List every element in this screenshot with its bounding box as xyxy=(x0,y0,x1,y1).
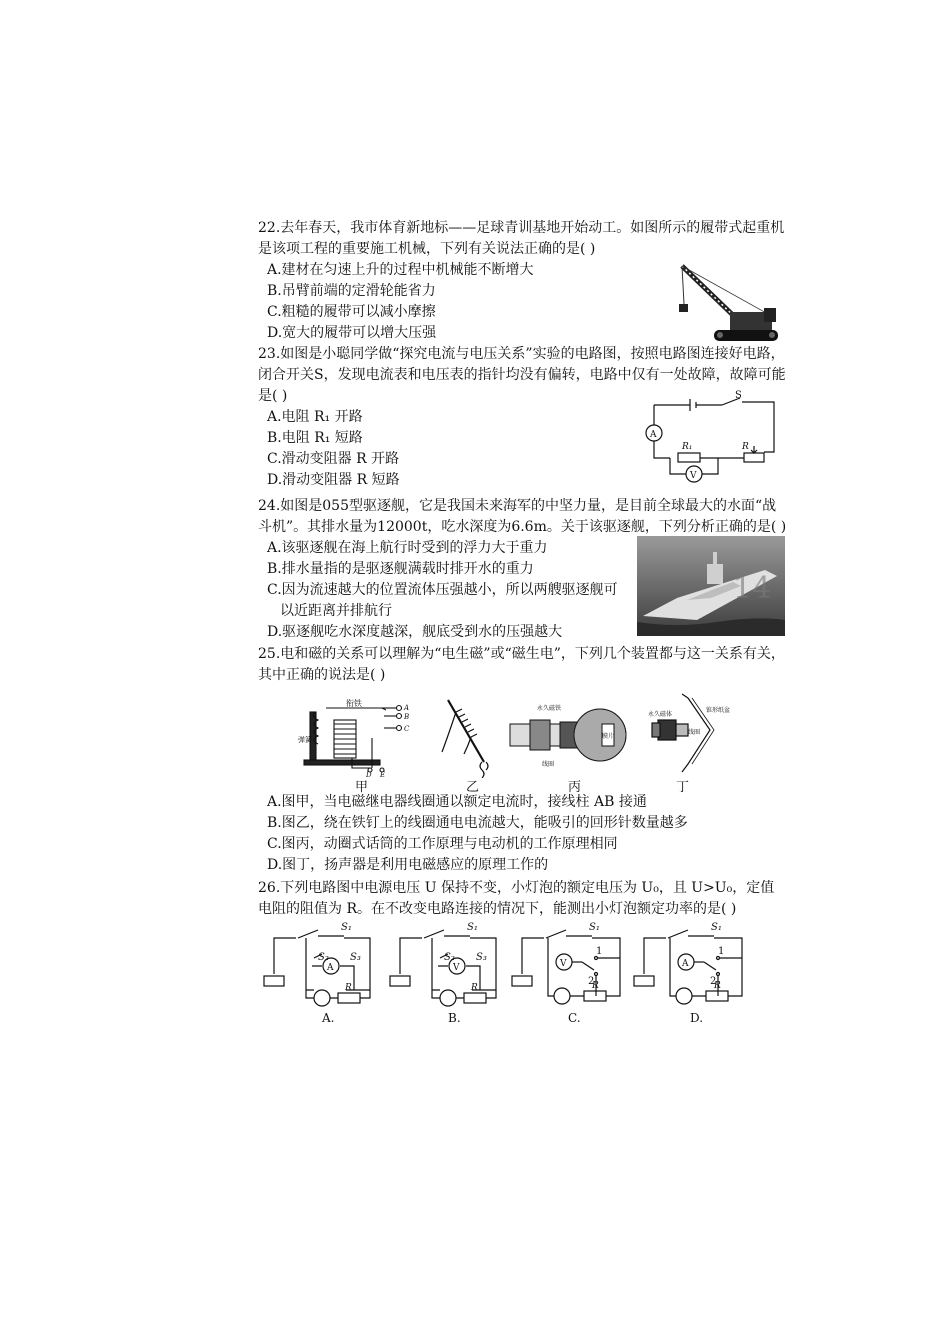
voltmeter-label: V xyxy=(690,471,697,481)
position-2-label: 2 xyxy=(710,976,717,987)
s3-label: S₃ xyxy=(476,952,487,963)
r-label: R xyxy=(592,981,599,991)
spring-label: 弹簧 xyxy=(298,736,312,744)
option-label: C. xyxy=(568,1011,581,1025)
option-b: B.吊臂前端的定滑轮能省力 xyxy=(267,283,436,299)
option-c: C.因为流速越大的位置流体压强越小，所以两艘驱逐舰可 xyxy=(267,582,618,598)
r-label: R xyxy=(742,442,749,452)
option-d: D.驱逐舰吃水深度越深，舰底受到水的压强越大 xyxy=(267,624,563,640)
option-c-continued: 以近距离并排航行 xyxy=(280,603,392,619)
circuit-a xyxy=(262,916,382,1026)
s1-label: S₁ xyxy=(341,922,352,933)
position-1-label: 1 xyxy=(596,946,603,957)
position-2-label: 2 xyxy=(588,976,595,987)
s1-label: S₁ xyxy=(589,922,600,933)
terminal-a-label: A xyxy=(404,704,410,712)
option-a: A.建材在匀速上升的过程中机械能不断增大 xyxy=(267,262,534,278)
question-stem: 24.如图是055型驱逐舰，它是我国未来海军的中坚力量，是目前全球最大的水面“战斗机”。其排水量为12000t，吃水深度为6.6m。关于该驱逐舰，下列分析正确的是( ) xyxy=(258,498,787,535)
mic-magnet-label: 永久磁铁 xyxy=(537,705,562,712)
circuit-d xyxy=(632,916,752,1026)
electromagnet-nail-figure xyxy=(438,696,500,778)
circuit-c xyxy=(510,916,630,1026)
option-a: A.图甲，当电磁继电器线圈通以额定电流时，接线柱 AB 接通 xyxy=(267,794,647,810)
option-a: A.电阻 R₁ 开路 xyxy=(267,409,363,425)
mic-coil-label: 线圈 xyxy=(542,761,555,768)
option-label: A. xyxy=(322,1011,335,1025)
question-stem: 25.电和磁的关系可以理解为“电生磁”或“磁生电”，下列几个装置都与这一关系有关，其中正确的说法是( ) xyxy=(258,646,785,683)
meter-label: A xyxy=(682,959,689,969)
meter-label: V xyxy=(560,959,567,969)
question-26 xyxy=(258,878,788,920)
svg-text:14: 14 xyxy=(733,571,772,606)
terminal-c-label: C xyxy=(404,725,410,733)
meter-label: V xyxy=(453,963,460,973)
mic-diaphragm-label: 膜片 xyxy=(602,733,615,740)
terminal-b-label: B xyxy=(404,713,410,721)
s1-label: S₁ xyxy=(467,922,478,933)
speaker-figure xyxy=(648,692,740,778)
speaker-coil-label: 线圈 xyxy=(688,729,701,736)
speaker-cone-label: 锥形纸盆 xyxy=(706,707,731,714)
ammeter-label: A xyxy=(650,430,657,440)
r1-label: R₁ xyxy=(682,442,693,452)
figure-label-yi: 乙 xyxy=(466,780,480,795)
terminal-d-label: D xyxy=(366,771,372,778)
position-1-label: 1 xyxy=(718,946,725,957)
s2-label: S₂ xyxy=(318,952,329,963)
question-stem: 26.下列电路图中电源电压 U 保持不变，小灯泡的额定电压为 U₀，且 U>U₀，定值电阻的阻值为 R。在不改变电路连接的情况下，能测出小灯泡额定功率的是( ) xyxy=(258,880,775,917)
option-d: D.宽大的履带可以增大压强 xyxy=(267,325,437,341)
terminal-e-label: E xyxy=(380,771,386,778)
option-b: B.排水量指的是驱逐舰满载时排开水的重力 xyxy=(267,561,534,577)
option-a: A.该驱逐舰在海上航行时受到的浮力大于重力 xyxy=(267,540,548,556)
figure-label-bing: 丙 xyxy=(568,780,582,795)
r-label: R xyxy=(471,983,478,993)
option-c: C.粗糙的履带可以减小摩擦 xyxy=(267,304,436,320)
option-b: B.图乙，绕在铁钉上的线圈通电电流越大，能吸引的回形针数量越多 xyxy=(267,815,688,831)
option-d: D.图丁，扬声器是利用电磁感应的原理工作的 xyxy=(267,857,549,873)
question-25-options xyxy=(258,792,788,876)
armature-label: 衔铁 xyxy=(346,699,362,708)
figure-label-jia: 甲 xyxy=(355,780,369,795)
question-stem: 22.去年春天，我市体育新地标——足球青训基地开始动工。如图所示的履带式起重机是该项工程的重要施工机械，下列有关说法正确的是( ) xyxy=(258,220,785,257)
s1-label: S₁ xyxy=(711,922,722,933)
circuit-b xyxy=(388,916,508,1026)
crane-figure xyxy=(660,262,788,346)
fault-circuit-diagram xyxy=(640,390,780,492)
question-25 xyxy=(258,644,788,686)
meter-label: A xyxy=(327,963,334,973)
figure-label-ding: 丁 xyxy=(676,780,690,795)
relay-figure xyxy=(296,698,426,778)
option-label: D. xyxy=(690,1011,704,1025)
switch-label: S xyxy=(735,390,742,401)
speaker-magnet-label: 永久磁体 xyxy=(648,711,673,718)
option-label: B. xyxy=(448,1011,461,1025)
option-c: C.图丙，动圈式话筒的工作原理与电动机的工作原理相同 xyxy=(267,836,618,852)
r-label: R xyxy=(714,981,721,991)
microphone-figure xyxy=(504,694,632,774)
destroyer-photo xyxy=(637,536,785,636)
option-c: C.滑动变阻器 R 开路 xyxy=(267,451,400,467)
question-stem: 23.如图是小聪同学做“探究电流与电压关系”实验的电路图，按照电路图连接好电路，闭合开关S，发现电流表和电压表的指针均没有偏转，电路中仅有一处故障，故障可能是( ) xyxy=(258,346,786,404)
option-b: B.电阻 R₁ 短路 xyxy=(267,430,363,446)
option-d: D.滑动变阻器 R 短路 xyxy=(267,472,400,488)
s3-label: S₃ xyxy=(350,952,361,963)
s2-label: S₂ xyxy=(444,952,455,963)
r-label: R xyxy=(345,983,352,993)
